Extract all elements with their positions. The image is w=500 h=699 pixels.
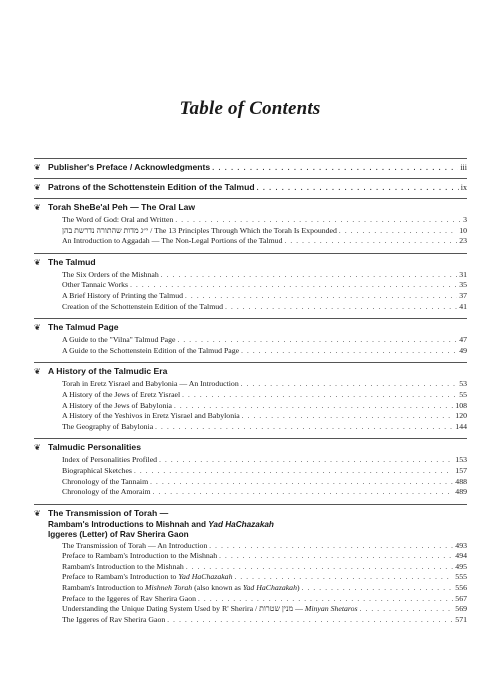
toc-entry[interactable] (34, 572, 467, 583)
toc-section (34, 318, 467, 358)
dot-leader (219, 551, 453, 562)
entry-label: Torah in Eretz Yisrael and Babylonia — An Introduction (62, 379, 239, 389)
toc-entry[interactable] (34, 346, 467, 357)
entry-label: Chronology of the Amoraim (62, 487, 151, 497)
toc-entry[interactable] (34, 280, 467, 291)
dot-leader (209, 541, 453, 552)
entry-label: The Six Orders of the Mishnah (62, 269, 159, 279)
section-heading: Torah SheBe'al Peh — The Oral Law (48, 202, 196, 212)
toc-entry[interactable] (34, 583, 467, 594)
entry-label-text: Understanding the Unique Dating System Used by R' Sherira / (62, 604, 260, 614)
entry-label-text: / The 13 Principles Through Which the Torah Is Expounded (148, 225, 337, 235)
entry-label: Preface to Rambam's Introduction to the Mishnah (62, 551, 218, 561)
toc-entry[interactable] (34, 615, 467, 626)
entry-label: A Guide to the Schottenstein Edition of the Talmud Page (62, 345, 240, 355)
toc-entry[interactable] (34, 401, 467, 412)
section-heading-row (34, 321, 467, 334)
section-subheading (34, 520, 467, 530)
entry-label: The Iggeres of Rav Sherira Gaon (62, 614, 166, 624)
page-number: 567 (455, 593, 467, 603)
section-heading-row (34, 441, 467, 454)
toc-entry[interactable] (34, 302, 467, 313)
page-number: 494 (455, 551, 467, 561)
entry-label: Other Tannaic Works (62, 280, 129, 290)
page-number: 3 (463, 215, 467, 224)
page-title: Table of Contents (179, 98, 321, 119)
toc-entry[interactable] (34, 604, 467, 615)
dot-leader (241, 346, 457, 357)
toc-section (34, 253, 467, 314)
dot-leader (182, 390, 457, 401)
toc-entry[interactable] (34, 411, 467, 422)
fleuron-icon: ❦ (34, 257, 41, 267)
page-number: 493 (455, 540, 467, 550)
fleuron-icon: ❦ (34, 367, 41, 377)
toc-entry[interactable] (34, 551, 467, 562)
entry-label: A History of the Jews of Eretz Yisrael (62, 389, 181, 399)
page-number: 555 (455, 572, 467, 582)
page-number: 144 (455, 421, 467, 431)
section-heading: The Transmission of Torah — (48, 507, 169, 518)
dot-leader (234, 572, 453, 583)
hebrew-label: י״ג מדות שהתורה נדרשת בהן (62, 225, 149, 235)
page-number: 53 (459, 379, 467, 389)
page-number: 495 (455, 561, 467, 571)
entry-label: The Transmission of Torah — An Introduction (62, 540, 208, 550)
toc-section (34, 198, 467, 249)
section-heading-row (34, 365, 467, 378)
dot-leader (198, 594, 453, 605)
dot-leader (186, 562, 453, 573)
section-heading-row (34, 507, 467, 520)
page-number: 10 (459, 225, 467, 235)
toc-entry[interactable] (34, 236, 467, 247)
page-number: ix (460, 183, 467, 192)
entry-label: Preface to the Iggeres of Rav Sherira Gaon (62, 593, 197, 603)
page-number: 153 (455, 455, 467, 465)
entry-label (62, 226, 337, 237)
section-heading: The Talmud (48, 256, 96, 267)
section-heading: A History of the Talmudic Era (48, 366, 168, 377)
entry-label-text: — (293, 604, 305, 614)
toc-entry[interactable] (34, 466, 467, 477)
dot-leader (241, 379, 457, 390)
section-heading: Talmudic Personalities (48, 442, 141, 453)
dot-leader (130, 280, 457, 291)
toc-entry[interactable] (34, 226, 467, 237)
entry-label: Index of Personalities Profiled (62, 455, 158, 465)
dot-leader (175, 215, 461, 226)
dot-leader (360, 604, 454, 615)
entry-label-text: (also known as (192, 583, 243, 593)
entry-label-italic: Minyan Shetaros (304, 604, 358, 614)
fleuron-icon: ❦ (34, 203, 41, 212)
dot-leader (161, 270, 457, 281)
toc-entry[interactable] (34, 215, 467, 226)
subheading-text: Rambam's Introductions to Mishnah and (48, 519, 209, 529)
entry-label: A History of the Yeshivos in Eretz Yisrael and Babylonia (62, 411, 240, 421)
entry-label (62, 583, 300, 594)
entry-label-text: Preface to Rambam's Introduction to (62, 572, 179, 582)
fleuron-icon: ❦ (34, 183, 41, 192)
section-heading-row (34, 201, 467, 214)
page-number: 37 (459, 290, 467, 300)
entry-label: An Introduction to Aggadah — The Non-Legal Portions of the Talmud (62, 236, 283, 246)
toc-entry[interactable] (34, 455, 467, 466)
page-number: 31 (459, 269, 467, 279)
page-number: 489 (455, 487, 467, 497)
page-number: 488 (455, 476, 467, 486)
dot-leader (257, 182, 459, 195)
entry-label-text: ) (296, 583, 300, 593)
section-subheading: Iggeres (Letter) of Rav Sherira Gaon (48, 529, 189, 539)
dot-leader (339, 226, 457, 237)
subheading-italic: Yad HaChazakah (208, 519, 274, 529)
page-number: iii (460, 163, 467, 172)
entry-label-italic: Yad HaChazakah (242, 583, 297, 593)
fleuron-icon: ❦ (34, 443, 41, 453)
entry-label (62, 572, 232, 583)
toc-entry[interactable] (34, 390, 467, 401)
toc-entry[interactable] (34, 422, 467, 433)
toc-entry[interactable] (34, 487, 467, 498)
page-number: 47 (459, 335, 467, 345)
page-number: 23 (459, 236, 467, 246)
page-number: 556 (455, 583, 467, 593)
toc-section (34, 438, 467, 499)
page-number: 108 (455, 400, 467, 410)
toc-section (34, 158, 467, 174)
dot-leader (159, 455, 453, 466)
dot-leader (302, 583, 454, 594)
section-heading-row[interactable] (34, 161, 467, 174)
entry-label: The Word of God: Oral and Written (62, 215, 174, 224)
entry-label: Biographical Sketches (62, 465, 132, 475)
toc-entry[interactable] (34, 541, 467, 552)
toc-section (34, 178, 467, 194)
section-heading: Patrons of the Schottenstein Edition of the Talmud (48, 182, 255, 192)
page-number: 41 (459, 301, 467, 311)
fleuron-icon: ❦ (34, 508, 41, 518)
toc-entry[interactable] (34, 270, 467, 281)
dot-leader (212, 162, 458, 175)
toc-entry[interactable] (34, 477, 467, 488)
dot-leader (284, 236, 457, 247)
entry-label: Rambam's Introduction to the Mishnah (62, 561, 184, 571)
dot-leader (225, 302, 457, 313)
section-heading-row (34, 256, 467, 269)
page-number: 569 (455, 604, 467, 614)
toc-entry[interactable] (34, 379, 467, 390)
section-heading-row[interactable] (34, 181, 467, 194)
table-of-contents (34, 158, 467, 631)
dot-leader (242, 411, 454, 422)
entry-label: The Geography of Babylonia (62, 421, 154, 431)
toc-entry[interactable] (34, 562, 467, 573)
dot-leader (155, 422, 453, 433)
dot-leader (150, 477, 453, 488)
entry-label: Creation of the Schottenstein Edition of the Talmud (62, 301, 224, 311)
entry-label-italic: Mishneh Torah (145, 583, 193, 593)
page-number: 571 (455, 614, 467, 624)
entry-label-italic: Yad HaChazakah (178, 572, 233, 582)
entry-label: A Guide to the "Vilna" Talmud Page (62, 335, 176, 345)
toc-entry[interactable] (34, 335, 467, 346)
page-number: 35 (459, 280, 467, 290)
fleuron-icon: ❦ (34, 323, 41, 333)
dot-leader (153, 487, 454, 498)
section-heading: The Talmud Page (48, 322, 119, 333)
entry-label (62, 604, 358, 615)
entry-label: A History of the Jews of Babylonia (62, 400, 173, 410)
entry-label-text: Rambam's Introduction to (62, 583, 146, 593)
toc-entry[interactable] (34, 594, 467, 605)
page-number: 120 (455, 411, 467, 421)
toc-entry[interactable] (34, 291, 467, 302)
section-heading: Publisher's Preface / Acknowledgments (48, 162, 211, 172)
toc-section (34, 362, 467, 434)
entry-label: Chronology of the Tannaim (62, 476, 149, 486)
dot-leader (174, 401, 453, 412)
page-number: 157 (455, 465, 467, 475)
page-number: 49 (459, 345, 467, 355)
hebrew-label: מנין שטרות (259, 604, 294, 614)
toc-section (34, 504, 467, 628)
fleuron-icon: ❦ (34, 163, 41, 172)
page-number: 55 (459, 389, 467, 399)
entry-label: A Brief History of Printing the Talmud (62, 290, 184, 300)
dot-leader (167, 615, 453, 626)
dot-leader (134, 466, 453, 477)
dot-leader (185, 291, 457, 302)
dot-leader (177, 335, 457, 346)
